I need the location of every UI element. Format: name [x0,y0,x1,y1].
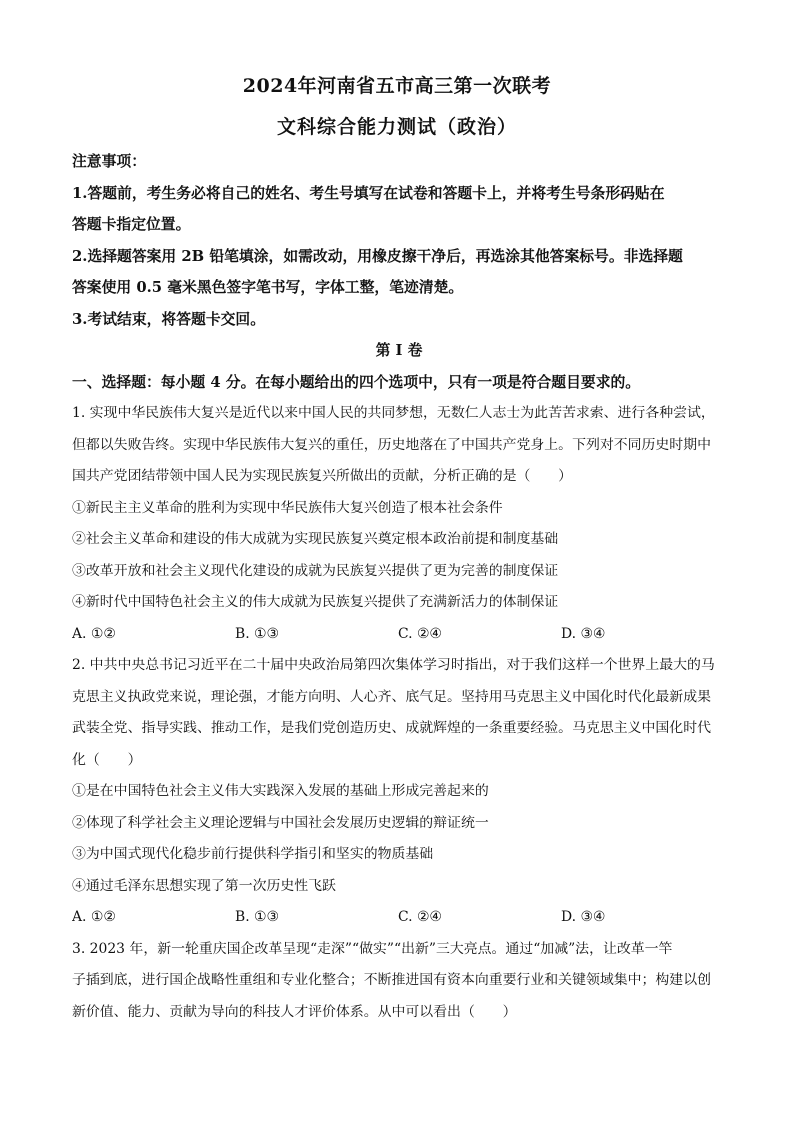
notes-heading: 注意事项： [72,153,146,170]
question-2-options [72,902,726,934]
option-a[interactable]: A. ①② [72,909,116,925]
question-1-options [72,619,726,651]
option-d[interactable]: D. ③④ [561,625,606,642]
note-line: 答案使用 0.5 毫米黑色签字笔书写，字体工整，笔迹清楚。 [72,279,464,296]
section-instruction: 一、选择题：每小题 4 分。在每小题给出的四个选项中，只有一项是符合题目要求的。 [72,373,641,391]
option-d[interactable]: D. ③④ [561,909,606,925]
question-1-stem: 1. 实现中华民族伟大复兴是近代以来中国人民的共同梦想，无数仁人志士为此苦苦求索、进行各种尝试， [72,405,715,421]
question-1-item: ①新民主主义革命的胜利为实现中华民族伟大复兴创造了根本社会条件 [72,499,503,516]
option-a[interactable]: A. ①② [72,625,116,642]
question-3-stem: 新价值、能力、贡献为导向的科技人才评价体系。从中可以看出（ ） [72,1003,517,1020]
option-b[interactable]: B. ①③ [235,625,279,642]
question-3-stem: 3. 2023 年，新一轮重庆国企改革呈现“走深”“做实”“出新”三大亮点。通过“加减”法，让改革一竿 [72,940,673,957]
note-line: 2.选择题答案用 2B 铅笔填涂，如需改动，用橡皮擦干净后，再选涂其他答案标号。非选择题 [72,247,683,265]
question-1-item: ④新时代中国特色社会主义的伟大成就为民族复兴提供了充满新活力的体制保证 [72,594,559,610]
question-2-item: ②体现了科学社会主义理论逻辑与中国社会发展历史逻辑的辩证统一 [72,814,489,831]
question-3-stem: 子插到底，进行国企战略性重组和专业化整合；不断推进国有资本向重要行业和关键领域集中；构建以创 [72,972,711,988]
option-b[interactable]: B. ①③ [235,909,279,925]
question-1-item: ②社会主义革命和建设的伟大成就为实现民族复兴奠定根本政治前提和制度基础 [72,531,559,547]
question-1-stem: 但都以失败告终。实现中华民族伟大复兴的重任，历史地落在了中国共产党身上。下列对不同历史时期中 [72,436,711,453]
option-c[interactable]: C. ②④ [398,909,442,925]
question-1-item: ③改革开放和社会主义现代化建设的成就为民族复兴提供了更为完善的制度保证 [72,562,559,579]
note-line: 答题卡指定位置。 [72,216,191,233]
exam-subtitle: 文科综合能力测试（政治） [276,116,517,138]
question-2-stem: 化（ ） [72,751,142,768]
question-2-stem: 武装全党、指导实践、推动工作，是我们党创造历史、成就辉煌的一条重要经验。马克思主义中国化时代 [72,720,711,736]
exam-title: 2024年河南省五市高三第一次联考 [242,75,552,97]
question-1-stem: 国共产党团结带领中国人民为实现民族复兴所做出的贡献，分析正确的是（ ） [72,468,573,484]
question-2-item: ③为中国式现代化稳步前行提供科学指引和坚实的物质基础 [72,846,434,862]
exam-body [72,146,726,1028]
note-line: 3.考试结束，将答题卡交回。 [72,310,266,328]
question-2-item: ①是在中国特色社会主义伟大实践深入发展的基础上形成完善起来的 [72,783,489,799]
question-2-item: ④通过毛泽东思想实现了第一次历史性飞跃 [72,877,336,894]
option-c[interactable]: C. ②④ [398,625,442,642]
question-2-stem: 2. 中共中央总书记习近平在二十届中央政治局第四次集体学习时指出，对于我们这样一个世界上最大的马 [72,657,715,673]
question-2-stem: 克思主义执政党来说，理论强，才能方向明、人心齐、底气足。坚持用马克思主义中国化时代化最新成果 [72,688,711,705]
volume-heading: 第 I 卷 [375,342,423,359]
note-line: 1.答题前，考生务必将自己的姓名、考生号填写在试卷和答题卡上，并将考生号条形码贴在 [72,184,665,202]
